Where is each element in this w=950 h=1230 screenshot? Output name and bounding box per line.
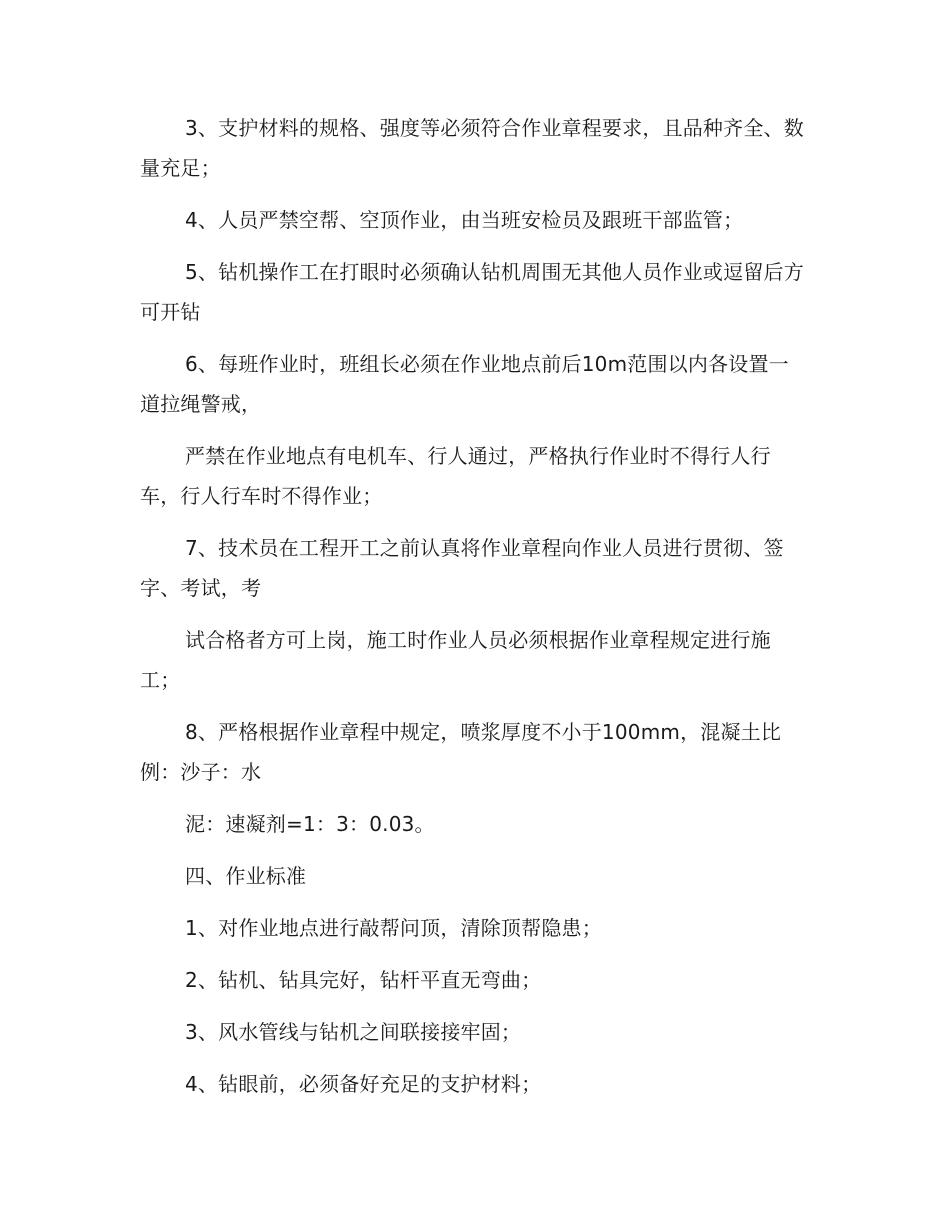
paragraph-roof-check: 1、对作业地点进行敲帮问顶，清除顶帮隐患； — [185, 916, 602, 940]
paragraph-drill-operator-check: 5、钻机操作工在打眼时必须确认钻机周围无其他人员作业或逗留后方可开钻 — [140, 260, 804, 324]
paragraph-pipe-connection: 3、风水管线与钻机之间联接接牢固； — [185, 1020, 522, 1044]
paragraph-drill-condition: 2、钻机、钻具完好，钻杆平直无弯曲； — [185, 968, 542, 992]
paragraph-no-traffic: 严禁在作业地点有电机车、行人通过，严格执行作业时不得行人行车，行人行车时不得作业； — [140, 444, 771, 508]
document-body — [140, 108, 805, 1104]
paragraph-technician-training: 7、技术员在工程开工之前认真将作业章程向作业人员进行贯彻、签字、考试，考 — [140, 536, 784, 600]
paragraph-support-materials: 3、支护材料的规格、强度等必须符合作业章程要求，且品种齐全、数量充足； — [140, 116, 804, 180]
section-heading-work-standard: 四、作业标准 — [185, 864, 307, 888]
paragraph-warning-rope: 6、每班作业时，班组长必须在作业地点前后10m范围以内各设置一道拉绳警戒， — [140, 352, 789, 416]
paragraph-support-ready: 4、钻眼前，必须备好充足的支护材料； — [185, 1072, 542, 1096]
paragraph-shotcrete-ratio: 8、严格根据作业章程中规定，喷浆厚度不小于100mm，混凝土比例：沙子：水 — [140, 720, 782, 784]
paragraph-qualified-workers: 试合格者方可上岗，施工时作业人员必须根据作业章程规定进行施工； — [140, 628, 771, 692]
paragraph-no-empty-roof-work: 4、人员严禁空帮、空顶作业，由当班安检员及跟班干部监管； — [185, 208, 744, 232]
paragraph-mix-ratio: 泥：速凝剂=1：3：0.03。 — [185, 812, 435, 836]
